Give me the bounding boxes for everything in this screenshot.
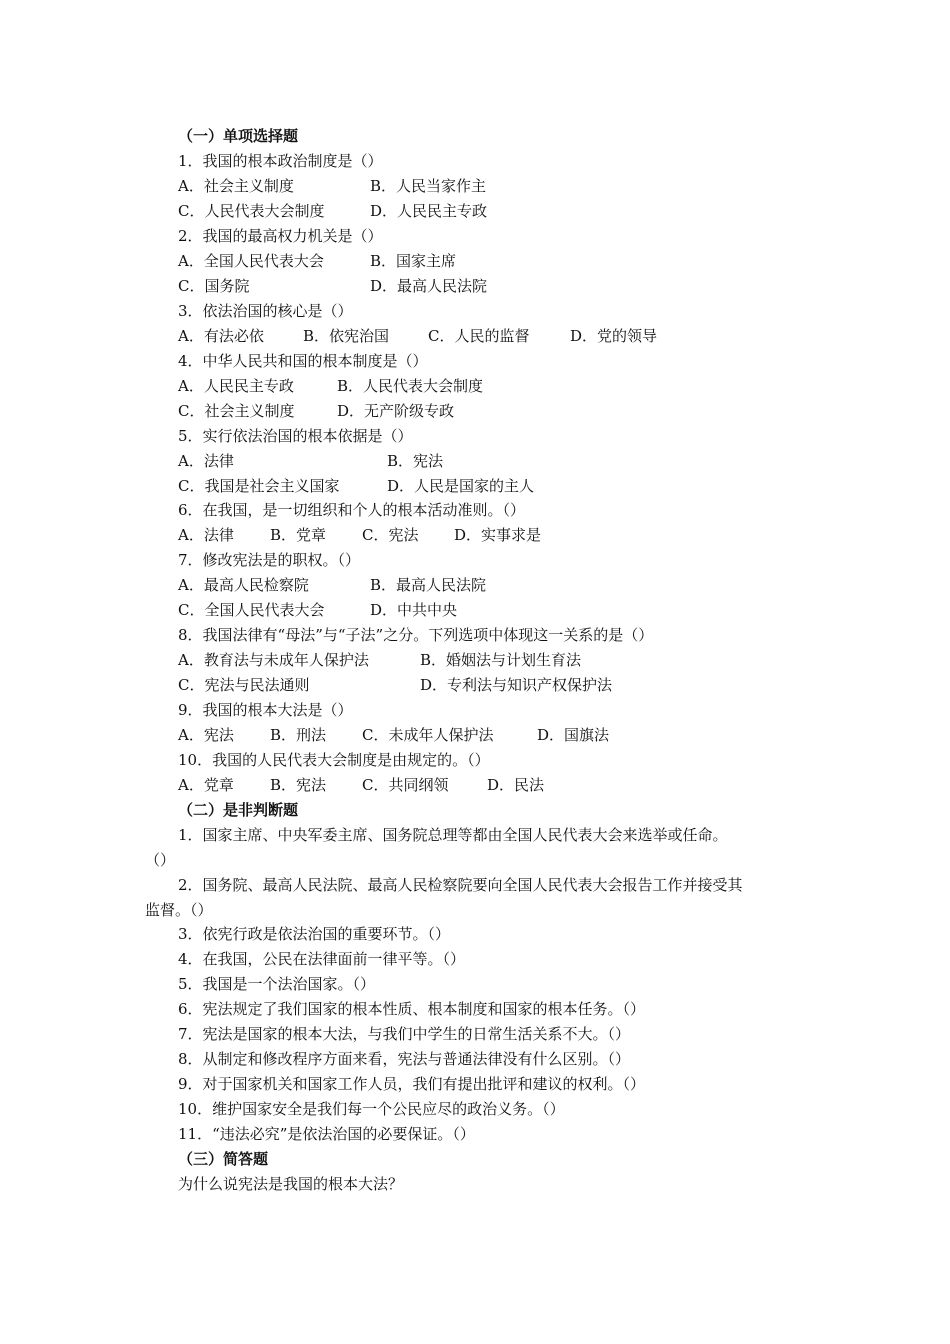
section-heading-single-choice: （一）单项选择题 bbox=[178, 127, 299, 145]
question-9: 9．我国的根本大法是（） bbox=[178, 701, 353, 719]
q1-option-b: B．人民当家作主 bbox=[370, 177, 487, 195]
q9-option-a: A．宪法 bbox=[178, 726, 234, 744]
q8-option-c: C．宪法与民法通则 bbox=[178, 676, 310, 694]
q6-option-a: A．法律 bbox=[178, 526, 234, 544]
q2-option-c: C．国务院 bbox=[178, 277, 250, 295]
statement-7: 7．宪法是国家的根本大法，与我们中学生的日常生活关系不大。（） bbox=[178, 1025, 631, 1043]
q1-option-a: A．社会主义制度 bbox=[178, 177, 294, 195]
statement-1-continued: （） bbox=[145, 851, 176, 869]
statement-11: 11．“违法必究”是依法治国的必要保证。（） bbox=[178, 1125, 475, 1143]
q4-option-a: A．人民民主专政 bbox=[178, 377, 294, 395]
question-8: 8．我国法律有“母法”与“子法”之分。下列选项中体现这一关系的是（） bbox=[178, 626, 654, 644]
statement-6: 6．宪法规定了我们国家的根本性质、根本制度和国家的根本任务。（） bbox=[178, 1000, 646, 1018]
q2-option-d: D．最高人民法院 bbox=[370, 277, 488, 295]
q5-option-b: B．宪法 bbox=[387, 452, 444, 470]
q4-option-b: B．人民代表大会制度 bbox=[337, 377, 484, 395]
q7-option-c: C．全国人民代表大会 bbox=[178, 601, 325, 619]
q6-option-b: B．党章 bbox=[270, 526, 327, 544]
q4-option-c: C．社会主义制度 bbox=[178, 402, 295, 420]
q1-option-d: D．人民民主专政 bbox=[370, 202, 488, 220]
q8-option-a: A．教育法与未成年人保护法 bbox=[178, 651, 369, 669]
statement-9: 9．对于国家机关和国家工作人员，我们有提出批评和建议的权利。（） bbox=[178, 1075, 646, 1093]
statement-8: 8．从制定和修改程序方面来看，宪法与普通法律没有什么区别。（） bbox=[178, 1050, 631, 1068]
statement-5: 5．我国是一个法治国家。（） bbox=[178, 975, 376, 993]
section-heading-short-answer: （三）简答题 bbox=[178, 1150, 269, 1168]
q7-option-a: A．最高人民检察院 bbox=[178, 576, 309, 594]
q5-option-a: A．法律 bbox=[178, 452, 234, 470]
statement-10: 10．维护国家安全是我们每一个公民应尽的政治义务。（） bbox=[178, 1100, 565, 1118]
question-6: 6．在我国，是一切组织和个人的根本活动准则。（） bbox=[178, 501, 526, 519]
q9-option-c: C．未成年人保护法 bbox=[362, 726, 494, 744]
q10-option-d: D．民法 bbox=[487, 776, 545, 794]
q2-option-a: A．全国人民代表大会 bbox=[178, 252, 324, 270]
q5-option-c: C．我国是社会主义国家 bbox=[178, 477, 340, 495]
q1-option-c: C．人民代表大会制度 bbox=[178, 202, 325, 220]
q10-option-c: C．共同纲领 bbox=[362, 776, 449, 794]
q9-option-d: D．国旗法 bbox=[537, 726, 610, 744]
statement-3: 3．依宪行政是依法治国的重要环节。（） bbox=[178, 925, 451, 943]
q8-option-b: B．婚姻法与计划生育法 bbox=[420, 651, 582, 669]
q3-option-b: B．依宪治国 bbox=[303, 327, 390, 345]
question-1: 1．我国的根本政治制度是（） bbox=[178, 152, 383, 170]
q8-option-d: D．专利法与知识产权保护法 bbox=[420, 676, 613, 694]
question-5: 5．实行依法治国的根本依据是（） bbox=[178, 427, 413, 445]
q10-option-b: B．宪法 bbox=[270, 776, 327, 794]
q3-option-c: C．人民的监督 bbox=[428, 327, 530, 345]
q7-option-b: B．最高人民法院 bbox=[370, 576, 487, 594]
question-7: 7．修改宪法是的职权。（） bbox=[178, 551, 361, 569]
question-2: 2．我国的最高权力机关是（） bbox=[178, 227, 383, 245]
statement-4: 4．在我国，公民在法律面前一律平等。（） bbox=[178, 950, 466, 968]
q9-option-b: B．刑法 bbox=[270, 726, 327, 744]
q3-option-d: D．党的领导 bbox=[570, 327, 658, 345]
statement-1: 1．国家主席、中央军委主席、国务院总理等都由全国人民代表大会来选举或任命。 bbox=[178, 826, 728, 844]
q6-option-c: C．宪法 bbox=[362, 526, 419, 544]
q7-option-d: D．中共中央 bbox=[370, 601, 458, 619]
q6-option-d: D．实事求是 bbox=[454, 526, 542, 544]
q2-option-b: B．国家主席 bbox=[370, 252, 457, 270]
question-4: 4．中华人民共和国的根本制度是（） bbox=[178, 352, 428, 370]
statement-2: 2．国务院、最高人民法院、最高人民检察院要向全国人民代表大会报告工作并接受其 bbox=[178, 876, 743, 894]
q5-option-d: D．人民是国家的主人 bbox=[387, 477, 535, 495]
q10-option-a: A．党章 bbox=[178, 776, 234, 794]
question-10: 10．我国的人民代表大会制度是由规定的。（） bbox=[178, 751, 490, 769]
q4-option-d: D．无产阶级专政 bbox=[337, 402, 455, 420]
q3-option-a: A．有法必依 bbox=[178, 327, 264, 345]
short-answer-question: 为什么说宪法是我国的根本大法？ bbox=[178, 1175, 404, 1193]
statement-2-continued: 监督。（） bbox=[145, 901, 213, 919]
question-3: 3．依法治国的核心是（） bbox=[178, 302, 353, 320]
section-heading-true-false: （二）是非判断题 bbox=[178, 801, 299, 819]
